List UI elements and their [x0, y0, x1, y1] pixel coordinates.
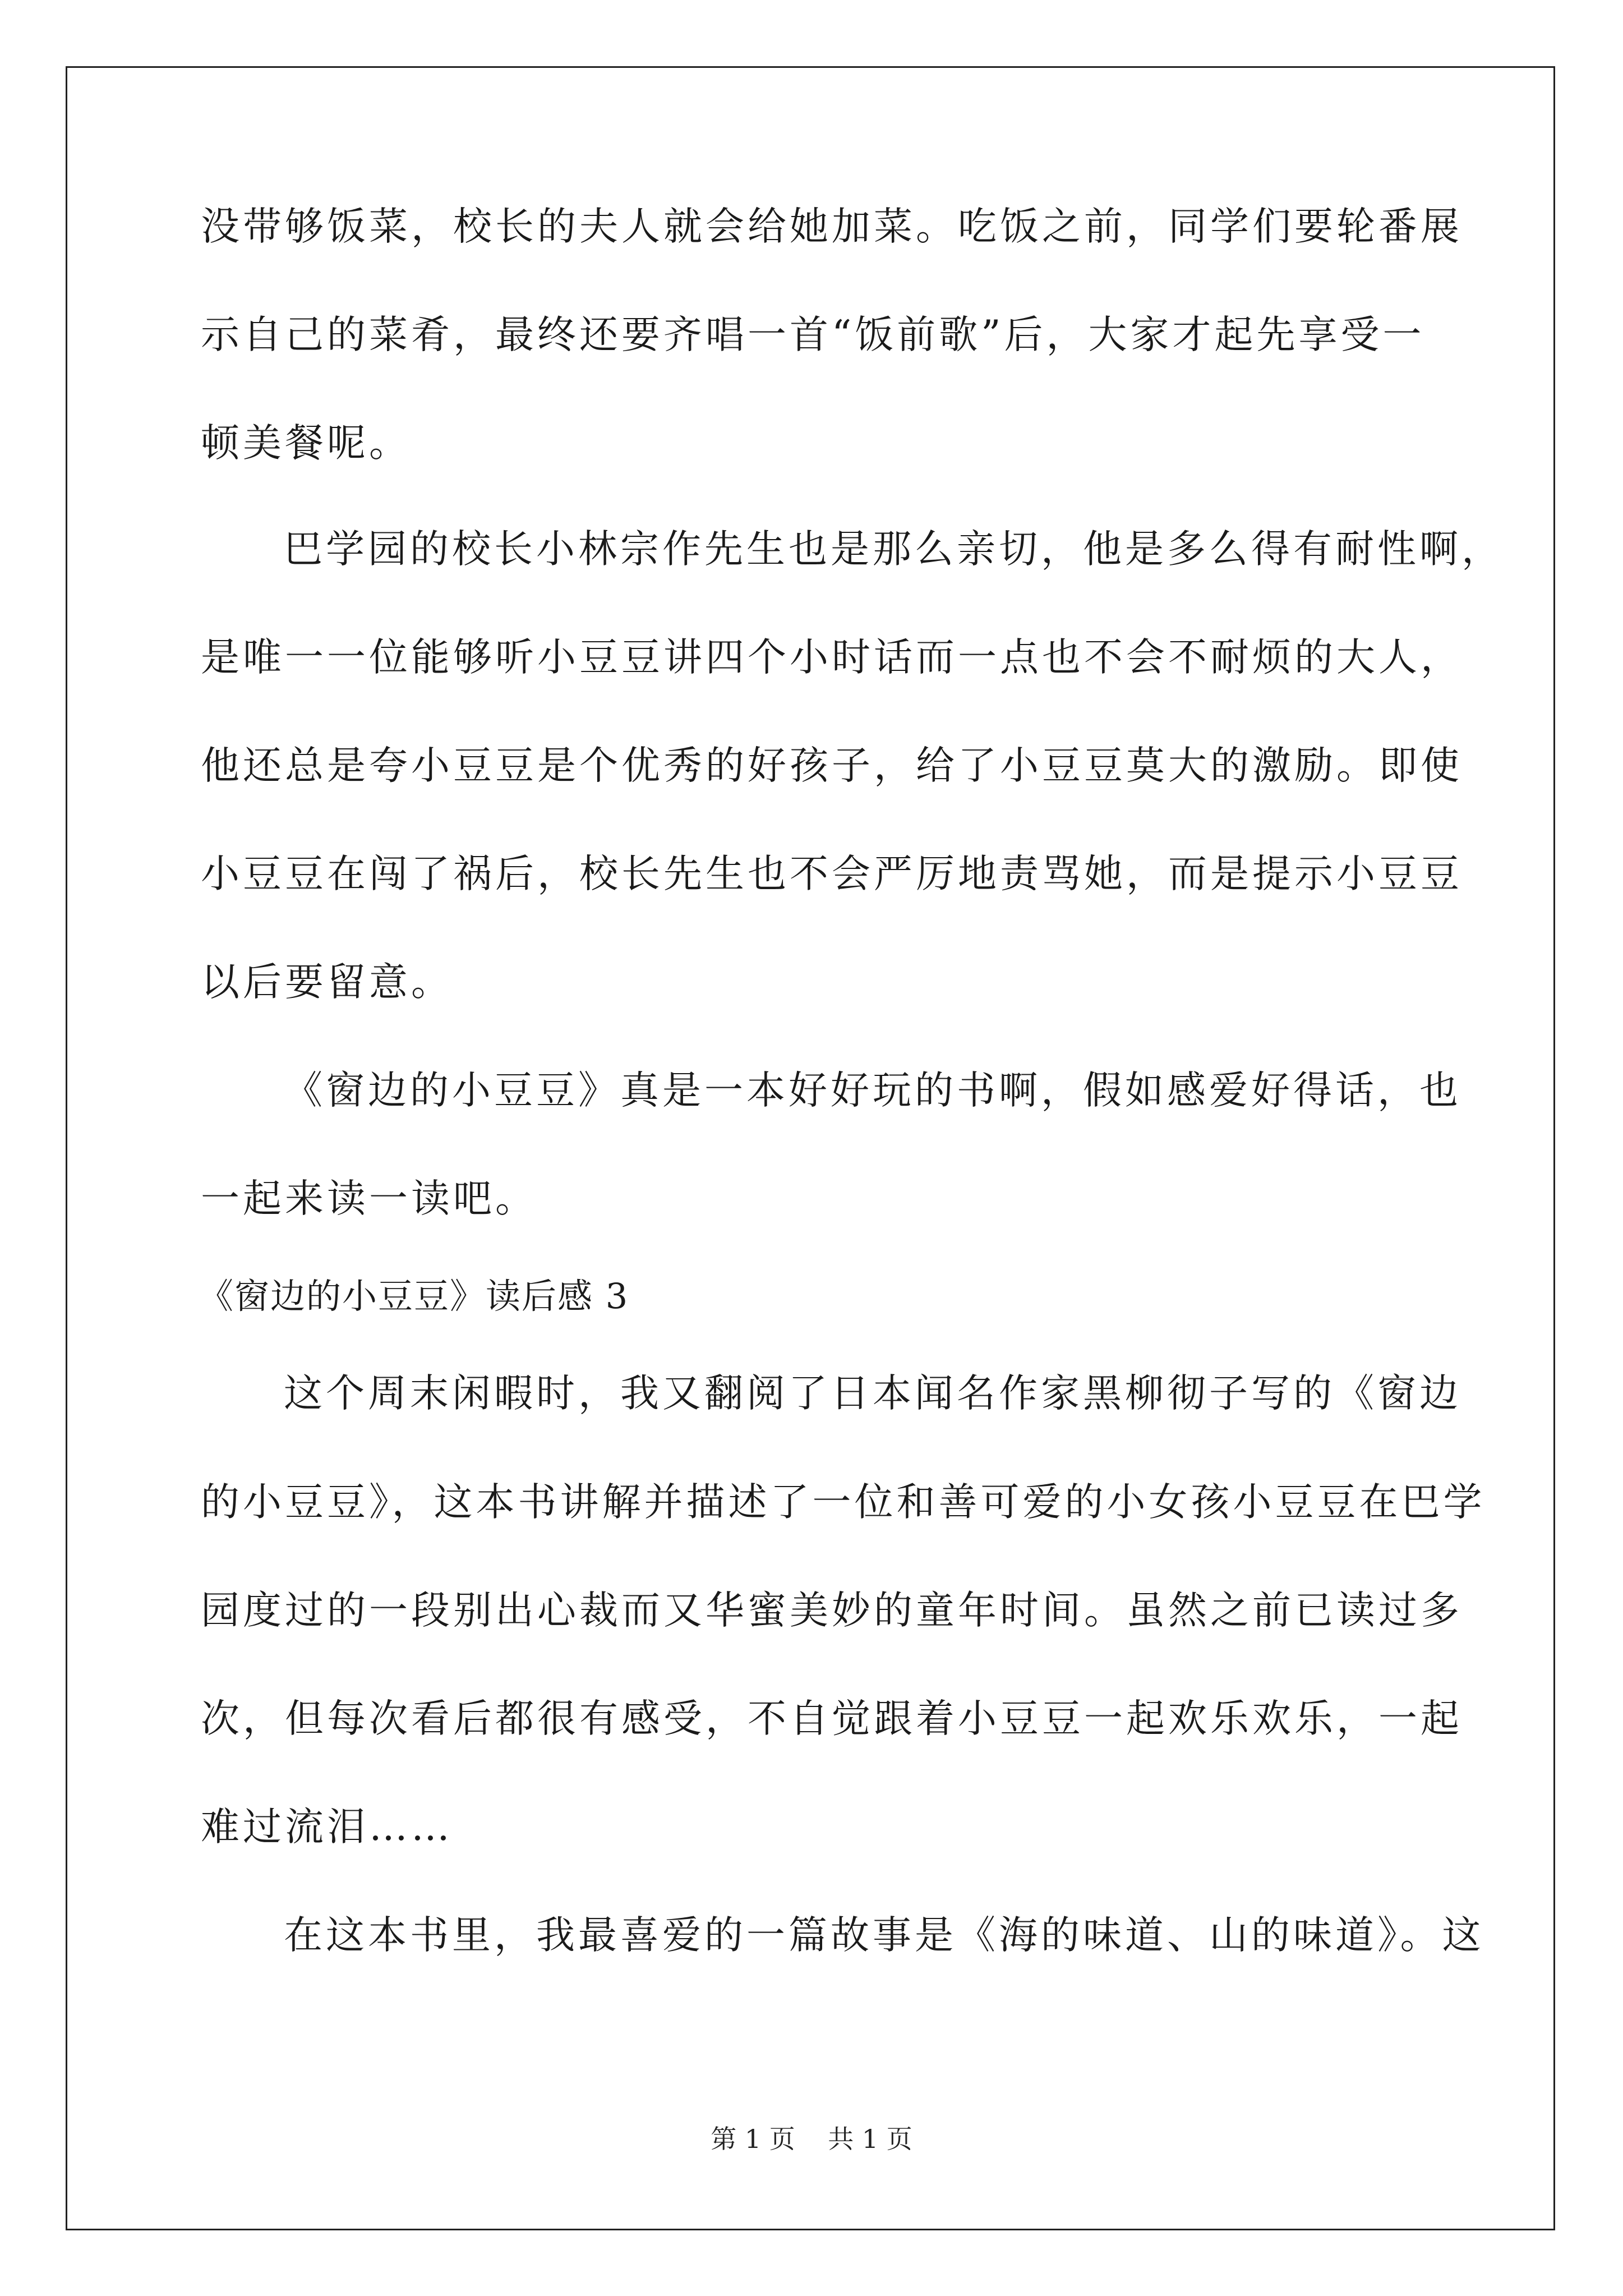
text-line: 的小豆豆》，这本书讲解并描述了一位和善可爱的小女孩小豆豆在巴学	[201, 1480, 1486, 1525]
text-line: 示自己的菜肴，最终还要齐唱一首“饭前歌”后，大家才起先享受一	[201, 312, 1425, 357]
text-line: 难过流泪……	[201, 1805, 453, 1849]
text-line: 没带够饭菜，校长的夫人就会给她加菜。吃饭之前，同学们要轮番展	[201, 204, 1463, 249]
paragraph-start-line: 《窗边的小豆豆》真是一本好好玩的书啊，假如感爱好得话，也	[284, 1068, 1461, 1113]
paragraph-start-line: 这个周末闲暇时，我又翻阅了日本闻名作家黑柳彻子写的《窗边	[284, 1371, 1461, 1416]
page-footer: 第 1 页 共 1 页	[711, 2124, 912, 2154]
text-line: 园度过的一段别出心裁而又华蜜美妙的童年时间。虽然之前已读过多	[201, 1588, 1463, 1633]
text-line: 是唯一一位能够听小豆豆讲四个小时话而一点也不会不耐烦的大人，	[201, 635, 1463, 680]
text-line: 以后要留意。	[201, 960, 453, 1005]
text-line: 他还总是夸小豆豆是个优秀的好孩子，给了小豆豆莫大的激励。即使	[201, 743, 1463, 788]
text-line: 一起来读一读吧。	[201, 1176, 537, 1221]
section-heading: 《窗边的小豆豆》读后感 3	[199, 1276, 629, 1317]
text-line: 顿美餐呢。	[201, 421, 411, 466]
paragraph-start-line: 在这本书里，我最喜爱的一篇故事是《海的味道、山的味道》。这	[284, 1913, 1484, 1958]
text-line: 小豆豆在闯了祸后，校长先生也不会严厉地责骂她，而是提示小豆豆	[201, 852, 1463, 896]
paragraph-start-line: 巴学园的校长小林宗作先生也是那么亲切，他是多么得有耐性啊，	[284, 527, 1504, 572]
page-border	[66, 66, 1555, 2230]
text-line: 次，但每次看后都很有感受，不自觉跟着小豆豆一起欢乐欢乐，一起	[201, 1696, 1463, 1741]
